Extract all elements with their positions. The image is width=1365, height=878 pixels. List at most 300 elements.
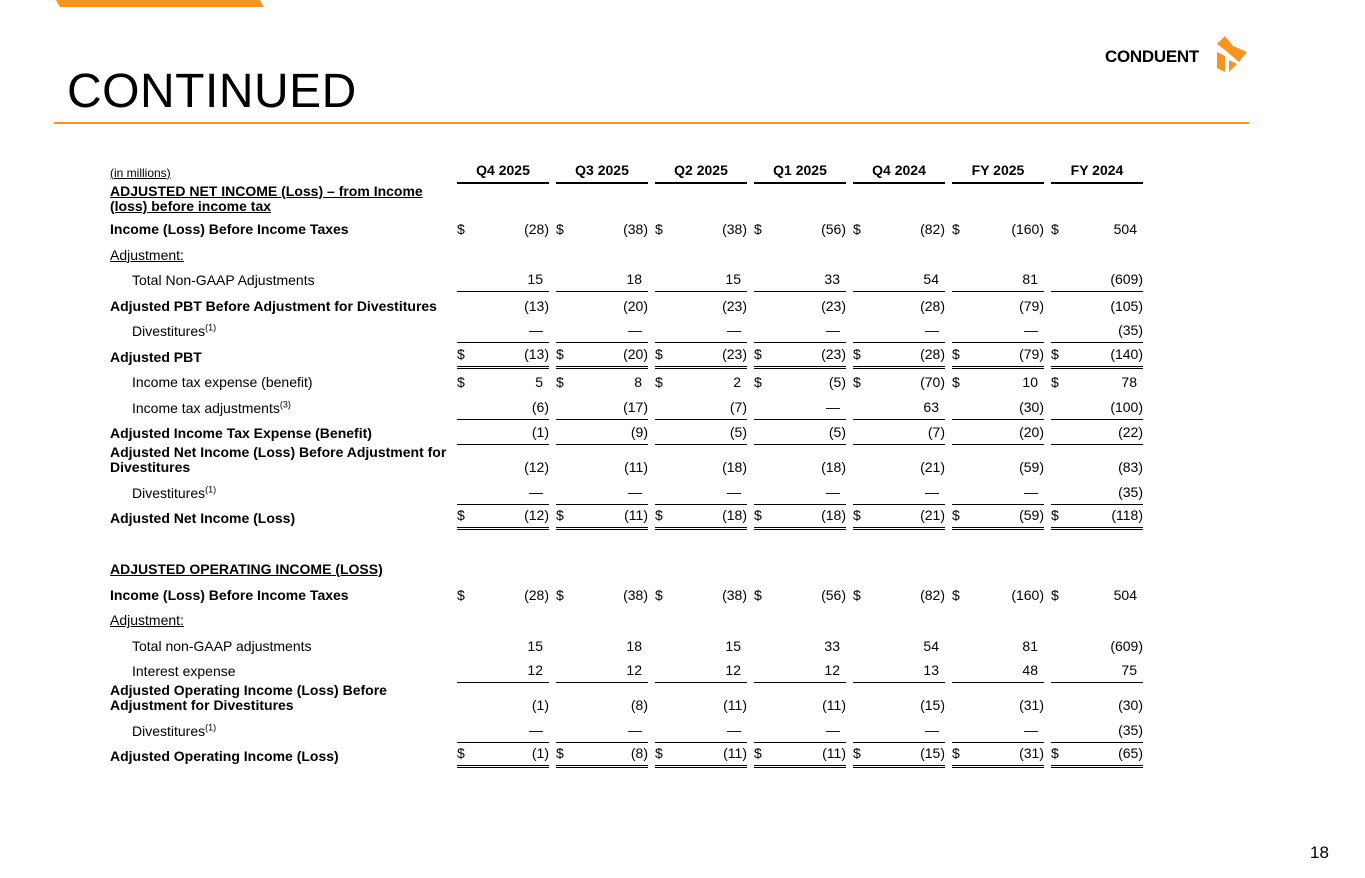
row-label-text: Interest expense xyxy=(132,663,236,679)
column-gap xyxy=(846,292,853,318)
footnote-marker: (1) xyxy=(205,322,217,333)
currency-cell: $ xyxy=(655,586,663,603)
section-heading: ADJUSTED OPERATING INCOME (LOSS) xyxy=(110,561,383,577)
value-cell: — xyxy=(678,479,747,505)
value-cell: 48 xyxy=(975,658,1044,684)
column-gap xyxy=(1044,658,1051,684)
column-gap xyxy=(945,479,952,505)
currency-cell: $ xyxy=(952,586,960,603)
value-cell: (79) xyxy=(975,343,1044,369)
value-cell: (23) xyxy=(777,343,846,369)
value-cell: (160) xyxy=(1011,586,1044,603)
currency-cell: $ xyxy=(457,374,465,390)
column-gap xyxy=(549,683,556,717)
value-cell: 504 xyxy=(1113,221,1137,237)
column-gap xyxy=(846,683,853,717)
logo-mark-icon xyxy=(1211,34,1251,74)
value-cell: (82) xyxy=(920,586,945,603)
column-gap xyxy=(747,216,754,242)
value-cell: 18 xyxy=(579,267,648,293)
currency-cell xyxy=(556,318,579,344)
table-row xyxy=(110,216,1143,242)
value-cell: (30) xyxy=(975,394,1044,420)
value-cell: 33 xyxy=(777,267,846,293)
footnote-marker: (3) xyxy=(279,398,291,409)
column-gap xyxy=(945,632,952,658)
top-accent-bar xyxy=(56,0,268,7)
value-cell: 15 xyxy=(480,267,549,293)
table-row xyxy=(110,445,1143,479)
value-cell: (12) xyxy=(480,505,549,531)
currency-cell: $ xyxy=(457,343,480,369)
currency-cell xyxy=(952,241,975,267)
column-gap xyxy=(747,420,754,446)
value-cell: (56) xyxy=(821,586,846,603)
value-cell: 15 xyxy=(678,267,747,293)
row-label xyxy=(110,343,457,369)
column-gap xyxy=(945,292,952,318)
column-gap xyxy=(846,607,853,633)
currency-cell: $ xyxy=(1051,374,1059,390)
column-gap xyxy=(549,479,556,505)
currency-cell xyxy=(754,658,777,684)
value-cell: 33 xyxy=(824,637,840,654)
currency-cell: $ xyxy=(754,743,777,769)
currency-cell xyxy=(457,717,480,743)
column-gap xyxy=(945,420,952,446)
currency-cell: $ xyxy=(1051,505,1074,531)
row-label-text: Adjusted Income Tax Expense (Benefit) xyxy=(110,425,372,441)
currency-cell xyxy=(754,318,777,344)
currency-cell xyxy=(853,717,876,743)
currency-cell xyxy=(952,318,975,344)
column-gap xyxy=(549,318,556,344)
value-cell: 12 xyxy=(579,658,648,684)
row-label-text: Divestitures xyxy=(132,484,206,501)
section-heading-row xyxy=(110,556,1143,582)
value-cell: (31) xyxy=(1019,697,1044,713)
value-cell: (21) xyxy=(876,505,945,531)
currency-cell xyxy=(754,683,777,717)
value-cell: (9) xyxy=(579,420,648,446)
value-cell: (20) xyxy=(579,343,648,369)
table-row xyxy=(110,658,1143,684)
column-gap xyxy=(1044,292,1051,318)
currency-cell xyxy=(952,394,975,420)
currency-cell xyxy=(655,717,678,743)
column-gap xyxy=(648,683,655,717)
row-label-text: Adjustment: xyxy=(110,246,184,263)
column-gap xyxy=(648,343,655,369)
currency-cell xyxy=(655,292,678,318)
value-cell: (100) xyxy=(1074,394,1143,420)
column-gap xyxy=(747,743,754,769)
currency-cell xyxy=(754,479,777,505)
currency-cell xyxy=(457,479,480,505)
value-cell: 18 xyxy=(626,637,642,654)
column-gap xyxy=(846,717,853,743)
value-cell: (18) xyxy=(821,459,846,475)
currency-cell: $ xyxy=(1051,221,1059,237)
value-cell xyxy=(579,607,648,633)
value-cell: — xyxy=(876,717,945,743)
table-row xyxy=(110,369,1143,395)
currency-cell xyxy=(556,292,579,318)
currency-cell xyxy=(556,658,579,684)
currency-cell xyxy=(754,241,777,267)
row-label-text: Adjusted Net Income (Loss) Before Adjustment for Divestitures xyxy=(110,444,447,475)
value-cell: (35) xyxy=(1074,717,1143,743)
currency-cell xyxy=(853,267,876,293)
column-gap xyxy=(945,683,952,717)
row-label xyxy=(110,369,457,395)
column-gap xyxy=(549,158,556,184)
column-gap xyxy=(549,343,556,369)
value-cell: 13 xyxy=(876,658,945,684)
currency-cell xyxy=(1051,241,1074,267)
value-cell: (160) xyxy=(1011,221,1044,237)
currency-cell xyxy=(556,394,579,420)
column-gap xyxy=(1044,479,1051,505)
currency-cell xyxy=(1051,267,1074,293)
value-cell: (1) xyxy=(480,420,549,446)
column-gap xyxy=(945,343,952,369)
currency-cell xyxy=(853,420,876,446)
currency-cell: $ xyxy=(556,343,579,369)
value-cell: (13) xyxy=(524,297,549,314)
currency-cell xyxy=(655,632,678,658)
spacer-row xyxy=(110,530,1143,556)
column-gap xyxy=(1044,369,1051,395)
currency-cell xyxy=(457,420,480,446)
value-cell: — xyxy=(579,717,648,743)
currency-cell xyxy=(952,292,975,318)
row-label xyxy=(110,683,457,717)
page-title: CONTINUED xyxy=(67,65,357,118)
column-gap xyxy=(846,581,853,607)
value-cell xyxy=(1074,607,1143,633)
currency-cell xyxy=(952,607,975,633)
value-cell: 75 xyxy=(1074,658,1143,684)
column-gap xyxy=(747,241,754,267)
currency-cell: $ xyxy=(754,505,777,531)
currency-cell xyxy=(1051,683,1074,717)
value-cell: — xyxy=(777,717,846,743)
currency-cell xyxy=(853,394,876,420)
column-header: FY 2024 xyxy=(1051,158,1143,184)
value-cell: — xyxy=(975,717,1044,743)
currency-cell: $ xyxy=(457,586,465,603)
currency-cell xyxy=(754,607,777,633)
currency-cell xyxy=(754,717,777,743)
column-gap xyxy=(648,607,655,633)
conduent-logo xyxy=(1105,34,1253,76)
row-label xyxy=(110,420,457,446)
row-label-text: Adjustment: xyxy=(110,612,184,628)
currency-cell xyxy=(1051,632,1074,658)
currency-cell: $ xyxy=(754,343,777,369)
row-label-text: Income (Loss) Before Income Taxes xyxy=(110,586,349,603)
currency-cell xyxy=(1051,318,1074,344)
column-gap xyxy=(1044,343,1051,369)
column-gap xyxy=(549,581,556,607)
column-gap xyxy=(549,658,556,684)
column-header: Q3 2025 xyxy=(556,158,648,184)
value-cell: 15 xyxy=(527,637,543,654)
currency-cell xyxy=(457,658,480,684)
value-cell: (83) xyxy=(1118,459,1143,475)
row-label-text: Adjusted PBT xyxy=(110,348,202,365)
value-cell: (38) xyxy=(623,221,648,237)
currency-cell: $ xyxy=(556,505,579,531)
currency-cell: $ xyxy=(655,343,678,369)
column-gap xyxy=(747,445,754,479)
column-gap xyxy=(1044,683,1051,717)
row-label xyxy=(110,479,457,505)
column-gap xyxy=(648,216,655,242)
column-gap xyxy=(549,607,556,633)
value-cell: 12 xyxy=(480,658,549,684)
value-cell xyxy=(678,241,747,267)
value-cell: — xyxy=(975,318,1044,344)
currency-cell: $ xyxy=(556,221,564,237)
value-cell: (17) xyxy=(579,394,648,420)
value-cell: — xyxy=(777,318,846,344)
table-row xyxy=(110,581,1143,607)
currency-cell: $ xyxy=(457,221,465,237)
column-gap xyxy=(549,241,556,267)
column-gap xyxy=(846,505,853,531)
column-gap xyxy=(747,158,754,184)
page-number: 18 xyxy=(1310,843,1329,862)
value-cell: 81 xyxy=(1022,637,1038,654)
currency-cell: $ xyxy=(655,374,663,390)
currency-cell: $ xyxy=(1051,586,1059,603)
row-label xyxy=(110,632,457,658)
currency-cell: $ xyxy=(853,343,876,369)
value-cell: (79) xyxy=(1019,297,1044,314)
row-label xyxy=(110,717,457,743)
value-cell: (105) xyxy=(1110,297,1143,314)
column-gap xyxy=(1044,581,1051,607)
column-gap xyxy=(846,216,853,242)
value-cell: 54 xyxy=(876,267,945,293)
currency-cell: $ xyxy=(556,374,564,390)
value-cell: — xyxy=(678,318,747,344)
currency-cell xyxy=(952,683,975,717)
column-gap xyxy=(1044,318,1051,344)
currency-cell xyxy=(853,632,876,658)
table-row xyxy=(110,267,1143,293)
value-cell: (28) xyxy=(920,297,945,314)
row-label xyxy=(110,505,457,531)
value-cell: 12 xyxy=(777,658,846,684)
column-gap xyxy=(1044,632,1051,658)
column-gap xyxy=(648,717,655,743)
value-cell: (18) xyxy=(777,505,846,531)
value-cell: (11) xyxy=(822,697,846,713)
column-gap xyxy=(945,743,952,769)
currency-cell xyxy=(655,267,678,293)
currency-cell: $ xyxy=(457,743,480,769)
value-cell: (20) xyxy=(975,420,1044,446)
value-cell: (65) xyxy=(1074,743,1143,769)
currency-cell xyxy=(556,241,579,267)
column-gap xyxy=(945,369,952,395)
currency-cell xyxy=(853,318,876,344)
currency-cell: $ xyxy=(952,221,960,237)
value-cell: (118) xyxy=(1074,505,1143,531)
table-row xyxy=(110,318,1143,344)
value-cell xyxy=(480,607,549,633)
currency-cell xyxy=(754,632,777,658)
column-gap xyxy=(549,420,556,446)
column-gap xyxy=(945,581,952,607)
currency-cell xyxy=(1051,479,1074,505)
column-gap xyxy=(846,445,853,479)
currency-cell xyxy=(655,241,678,267)
currency-cell xyxy=(457,267,480,293)
currency-cell: $ xyxy=(556,586,564,603)
currency-cell xyxy=(1051,445,1074,479)
column-gap xyxy=(549,717,556,743)
value-cell: (38) xyxy=(722,586,747,603)
row-label-text: Income tax expense (benefit) xyxy=(132,374,313,390)
value-cell: (5) xyxy=(828,374,846,390)
value-cell: (15) xyxy=(876,743,945,769)
column-gap xyxy=(945,158,952,184)
column-gap xyxy=(549,369,556,395)
currency-cell xyxy=(1051,394,1074,420)
column-gap xyxy=(945,505,952,531)
currency-cell xyxy=(655,445,678,479)
row-label xyxy=(110,743,457,769)
currency-cell: $ xyxy=(1051,743,1074,769)
currency-cell xyxy=(655,479,678,505)
column-gap xyxy=(846,632,853,658)
column-gap xyxy=(648,743,655,769)
row-label xyxy=(110,241,457,267)
section-heading: ADJUSTED NET INCOME (Loss) – from Income (loss) before income tax xyxy=(110,182,423,214)
currency-cell xyxy=(457,292,480,318)
currency-cell xyxy=(952,479,975,505)
currency-cell: $ xyxy=(853,586,861,603)
value-cell: 15 xyxy=(725,637,741,654)
value-cell: (31) xyxy=(975,743,1044,769)
currency-cell xyxy=(457,683,480,717)
column-gap xyxy=(549,505,556,531)
currency-cell: $ xyxy=(655,505,678,531)
column-header: FY 2025 xyxy=(952,158,1044,184)
currency-cell xyxy=(457,445,480,479)
currency-cell: $ xyxy=(1051,343,1074,369)
currency-cell: $ xyxy=(457,505,480,531)
currency-cell xyxy=(457,632,480,658)
value-cell xyxy=(975,241,1044,267)
table-row xyxy=(110,241,1143,267)
column-gap xyxy=(747,369,754,395)
column-gap xyxy=(747,505,754,531)
currency-cell: $ xyxy=(853,505,876,531)
value-cell: (13) xyxy=(480,343,549,369)
column-gap xyxy=(846,479,853,505)
value-cell: (11) xyxy=(723,697,747,713)
value-cell: (22) xyxy=(1074,420,1143,446)
currency-cell xyxy=(853,479,876,505)
column-gap xyxy=(945,394,952,420)
currency-cell: $ xyxy=(556,743,579,769)
currency-cell xyxy=(1051,420,1074,446)
table-row xyxy=(110,292,1143,318)
column-gap xyxy=(846,343,853,369)
value-cell: (30) xyxy=(1118,697,1143,713)
row-label-text: Adjusted PBT Before Adjustment for Divestitures xyxy=(110,297,437,314)
value-cell: (5) xyxy=(678,420,747,446)
column-gap xyxy=(1044,420,1051,446)
value-cell: (23) xyxy=(722,297,747,314)
value-cell: (38) xyxy=(722,221,747,237)
currency-cell xyxy=(853,683,876,717)
column-gap xyxy=(648,267,655,293)
column-gap xyxy=(747,607,754,633)
currency-cell xyxy=(754,267,777,293)
value-cell: 5 xyxy=(535,374,543,390)
value-cell: (20) xyxy=(623,297,648,314)
column-gap xyxy=(648,505,655,531)
column-gap xyxy=(549,292,556,318)
value-cell: (15) xyxy=(920,697,945,713)
value-cell: — xyxy=(579,479,648,505)
currency-cell: $ xyxy=(952,343,975,369)
value-cell: 81 xyxy=(975,267,1044,293)
currency-cell xyxy=(556,632,579,658)
currency-cell xyxy=(655,394,678,420)
currency-cell xyxy=(952,658,975,684)
value-cell: (35) xyxy=(1074,479,1143,505)
value-cell: (11) xyxy=(624,459,648,475)
value-cell: (1) xyxy=(531,697,549,713)
value-cell: 78 xyxy=(1121,374,1137,390)
currency-cell xyxy=(457,241,480,267)
column-gap xyxy=(648,420,655,446)
column-gap xyxy=(945,658,952,684)
currency-cell xyxy=(655,420,678,446)
value-cell xyxy=(777,241,846,267)
currency-cell: $ xyxy=(754,221,762,237)
value-cell: 63 xyxy=(876,394,945,420)
row-label xyxy=(110,607,457,633)
value-cell: (140) xyxy=(1074,343,1143,369)
row-label xyxy=(110,658,457,684)
column-gap xyxy=(846,267,853,293)
value-cell: (18) xyxy=(678,505,747,531)
value-cell: (5) xyxy=(777,420,846,446)
table-row xyxy=(110,505,1143,531)
column-gap xyxy=(1044,241,1051,267)
value-cell: (11) xyxy=(777,743,846,769)
column-gap xyxy=(549,743,556,769)
value-cell xyxy=(876,607,945,633)
currency-cell: $ xyxy=(754,586,762,603)
column-gap xyxy=(945,318,952,344)
currency-cell xyxy=(754,394,777,420)
row-label-text: Total Non-GAAP Adjustments xyxy=(132,272,315,288)
row-label xyxy=(110,267,457,293)
currency-cell xyxy=(952,445,975,479)
currency-cell xyxy=(556,267,579,293)
column-gap xyxy=(846,658,853,684)
column-gap xyxy=(648,479,655,505)
